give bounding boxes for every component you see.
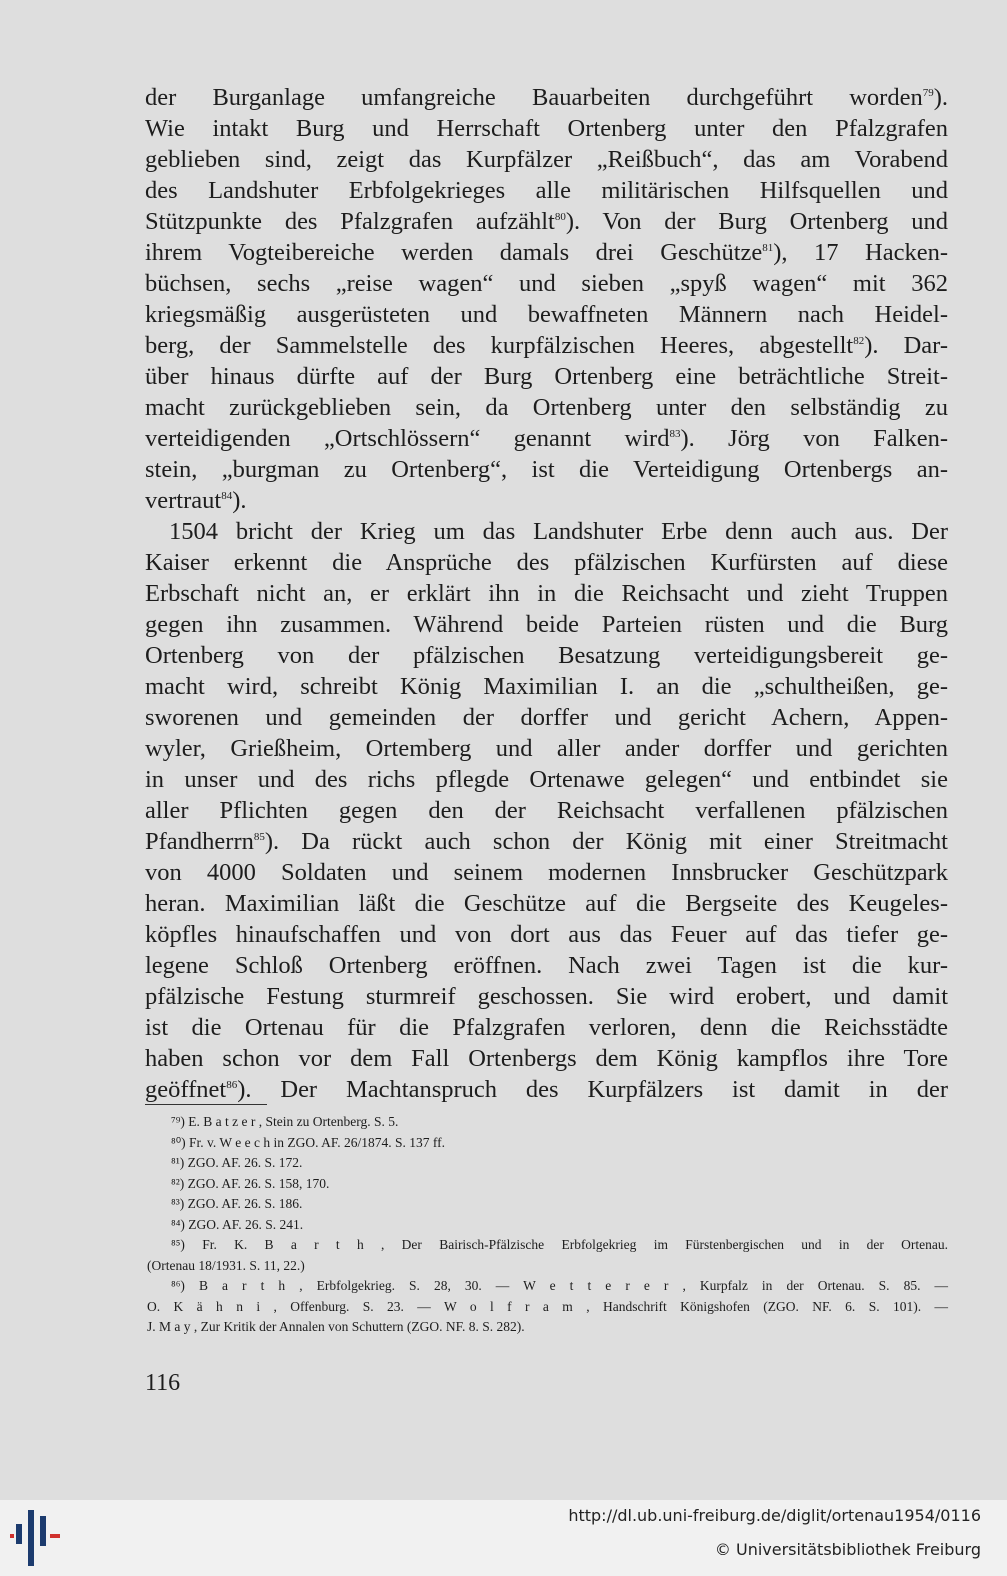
page-number: 116 [145,1370,181,1396]
body-line: sworenen und gemeinden der dorffer und gericht Achern, Appen- [145,704,948,731]
footnote-line: (Ortenau 18/1931. S. 11, 22.) [147,1257,305,1273]
body-line: stein, „burgman zu Ortenberg“, ist die Verteidigung Ortenbergs an- [145,456,948,483]
body-line: 1504 bricht der Krieg um das Landshuter Erbe denn auch aus. Der [169,518,948,545]
body-line: macht zurückgeblieben sein, da Ortenberg unter den selbständig zu [145,394,948,421]
body-line: haben schon vor dem Fall Ortenbergs dem König kampflos ihre Tore [145,1045,948,1072]
footnote-ref: 86 [226,1079,238,1091]
footnotes [147,1112,948,1338]
body-line: geöffnet$^{86}$). Der Machtanspruch des Kurpfälzers ist damit in der [145,1076,948,1103]
body-text [145,82,948,1105]
footnote-ref: 83 [669,428,681,440]
body-line: aller Pflichten gegen den der Reichsacht verfallenen pfälzischen [145,797,948,824]
body-line: in unser und des richs pflegde Ortenawe gelegen“ und entbindet sie [145,766,948,793]
body-line: büchsen, sechs „reise wagen“ und sieben „spyß wagen“ mit 362 [145,270,948,297]
ub-freiburg-logo-icon[interactable] [10,1506,62,1568]
body-line: macht wird, schreibt König Maximilian I. an die „schultheißen, ge- [145,673,948,700]
body-line: verteidigenden „Ortschlössern“ genannt wird$^{83}$). Jörg von Falken- [145,425,949,452]
footnote-line: ⁸³) ZGO. AF. 26. S. 186. [171,1196,303,1211]
body-line: über hinaus dürfte auf der Burg Ortenberg eine beträchtliche Streit- [145,363,948,390]
body-line: Wie intakt Burg und Herrschaft Ortenberg unter den Pfalzgrafen [145,115,948,142]
body-line: gegen ihn zusammen. Während beide Parteien rüsten und die Burg [145,611,948,638]
footnote-ref: 82 [853,335,865,347]
body-line: des Landshuter Erbfolgekrieges alle militärischen Hilfsquellen und [145,177,948,204]
footnote-ref: 84 [221,490,233,502]
body-line: von 4000 Soldaten und seinem modernen Innsbrucker Geschützpark [145,859,948,886]
body-line: Erbschaft nicht an, er erklärt ihn in die Reichsacht und zieht Truppen [145,580,948,607]
body-line: geblieben sind, zeigt das Kurpfälzer „Reißbuch“, das am Vorabend [145,146,948,173]
body-line: Kaiser erkennt die Ansprüche des pfälzischen Kurfürsten auf diese [145,549,948,576]
footnote-line: ⁸²) ZGO. AF. 26. S. 158, 170. [171,1175,330,1191]
footnote-line: ⁸¹) ZGO. AF. 26. S. 172. [171,1155,303,1170]
footnote-ref: 81 [762,242,774,254]
footnote-line: ⁸⁴) ZGO. AF. 26. S. 241. [171,1216,304,1232]
body-line: kriegsmäßig ausgerüsteten und bewaffneten Männern nach Heidel- [145,301,948,328]
body-line: köpfles hinaufschaffen und von dort aus das Feuer auf das tiefer ge- [145,921,948,948]
body-line: vertraut$^{84}$). [145,487,247,514]
footnote-ref: 80 [554,211,566,223]
footnote-rule [145,1104,267,1105]
permalink-url[interactable]: http://dl.ub.uni-freiburg.de/diglit/ortenau1954/0116 [568,1506,981,1525]
footnote-line: O. K ä h n i , Offenburg. S. 23. — W o l f r a m , Handschrift Königshofen (ZGO. NF. 6. S. 101). — [147,1298,948,1314]
body-line: Pfandherrn$^{85}$). Da rückt auch schon der König mit einer Streitmacht [145,828,948,855]
footnote-line: ⁷⁹) E. B a t z e r , Stein zu Ortenberg. S. 5. [171,1114,399,1129]
footnote-ref: 85 [253,831,265,843]
copyright-notice: © Universitätsbibliothek Freiburg [714,1540,981,1559]
body-line: wyler, Grießheim, Ortemberg und aller ander dorffer und gerichten [145,735,948,762]
body-line: der Burganlage umfangreiche Bauarbeiten durchgeführt worden$^{79}$). [145,84,948,111]
body-line: ist die Ortenau für die Pfalzgrafen verloren, denn die Reichsstädte [145,1014,948,1041]
body-line: ihrem Vogteibereiche werden damals drei Geschütze$^{81}$), 17 Hacken- [145,239,949,266]
body-line: berg, der Sammelstelle des kurpfälzischen Heeres, abgestellt$^{82}$). Dar- [145,332,948,359]
footnote-line: J. M a y , Zur Kritik der Annalen von Schuttern (ZGO. NF. 8. S. 282). [147,1319,525,1334]
footnote-line: ⁸⁵) Fr. K. B a r t h , Der Bairisch-Pfälzische Erbfolgekrieg im Fürstenbergischen und in der Ortenau. [171,1237,948,1252]
body-line: Ortenberg von der pfälzischen Besatzung verteidigungsbereit ge- [145,642,948,669]
body-line: pfälzische Festung sturmreif geschossen. Sie wird erobert, und damit [145,983,948,1010]
body-line: heran. Maximilian läßt die Geschütze auf die Bergseite des Keugeles- [145,890,948,917]
footnote-line: ⁸⁰) Fr. v. W e e c h in ZGO. AF. 26/1874. S. 137 ff. [171,1134,446,1150]
body-line: legene Schloß Ortenberg eröffnen. Nach zwei Tagen ist die kur- [145,952,948,979]
footnote-line: ⁸⁶) B a r t h , Erbfolgekrieg. S. 28, 30. — W e t t e r e r , Kurpfalz in der Ortenau. S. 85. — [171,1278,948,1293]
footnote-ref: 79 [922,87,934,99]
body-line: Stützpunkte des Pfalzgrafen aufzählt$^{80}$). Von der Burg Ortenberg und [145,208,948,235]
